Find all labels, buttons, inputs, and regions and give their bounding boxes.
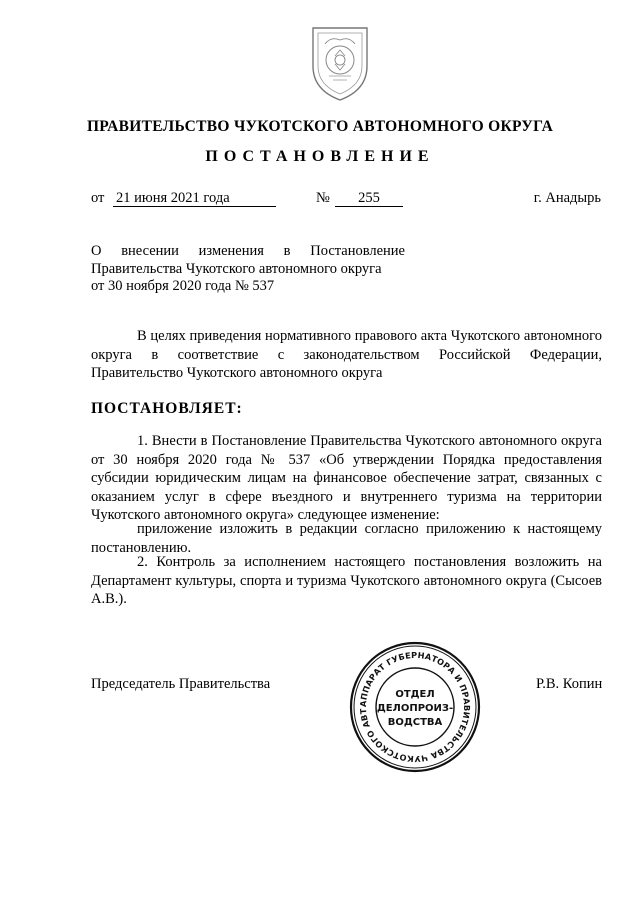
subject-line: Правительства Чукотского автономного округа: [91, 260, 382, 277]
coat-of-arms-emblem: [305, 22, 375, 104]
signatory-name: Р.В. Копин: [536, 676, 603, 692]
number-sign: №: [316, 190, 330, 206]
date-prefix: от: [91, 190, 105, 206]
official-stamp: [348, 640, 482, 774]
subject-line: О внесении изменения в Постановление: [91, 243, 405, 259]
government-title: ПРАВИТЕЛЬСТВО ЧУКОТСКОГО АВТОНОМНОГО ОКРУГА: [86, 118, 554, 135]
decree-heading: ПОСТАНОВЛЯЕТ:: [91, 400, 243, 417]
document-number: 255: [335, 190, 403, 207]
document-date: 21 июня 2021 года: [113, 190, 276, 207]
item-2-paragraph: 2. Контроль за исполнением настоящего постановления возложить на Департамент культуры, спорта и туризма Чукотского автономного округа (Сысоев А.В.).: [91, 554, 602, 607]
preamble-paragraph: В целях приведения нормативного правового акта Чукотского автономного округа в соответствие с законодательством Российской Федерации, Правительство Чукотского автономного округа: [91, 328, 602, 381]
document-meta-row: [91, 190, 601, 210]
stamp-line: ДЕЛОПРОИЗ-: [376, 703, 454, 714]
document-subject: [91, 243, 405, 296]
document-city: г. Анадырь: [533, 190, 601, 206]
stamp-line: ОТДЕЛ: [395, 689, 435, 700]
stamp-ring-text: АППАРАТ ГУБЕРНАТОРА И ПРАВИТЕЛЬСТВА ЧУКОТСКОГО АВТ: [357, 649, 473, 765]
document-type-title: ПОСТАНОВЛЕНИЕ: [205, 148, 435, 165]
stamp-line: ВОДСТВА: [387, 717, 443, 728]
item-1-paragraph: 1. Внести в Постановление Правительства Чукотского автономного округа от 30 ноября 2020 года № 537 «Об утверждении Порядка предоставления субсидии юридическим лицам на финансовое обеспечение затрат, связанных с оказанием услуг в сфере въездного и внутреннего туризма на территории Чукотского автономного округа» следующее изменение:: [91, 433, 602, 523]
subject-line: от 30 ноября 2020 года № 537: [91, 278, 275, 294]
item-1-subparagraph: приложение изложить в редакции согласно приложению к настоящему постановлению.: [91, 521, 602, 556]
signatory-position: Председатель Правительства: [91, 676, 271, 692]
